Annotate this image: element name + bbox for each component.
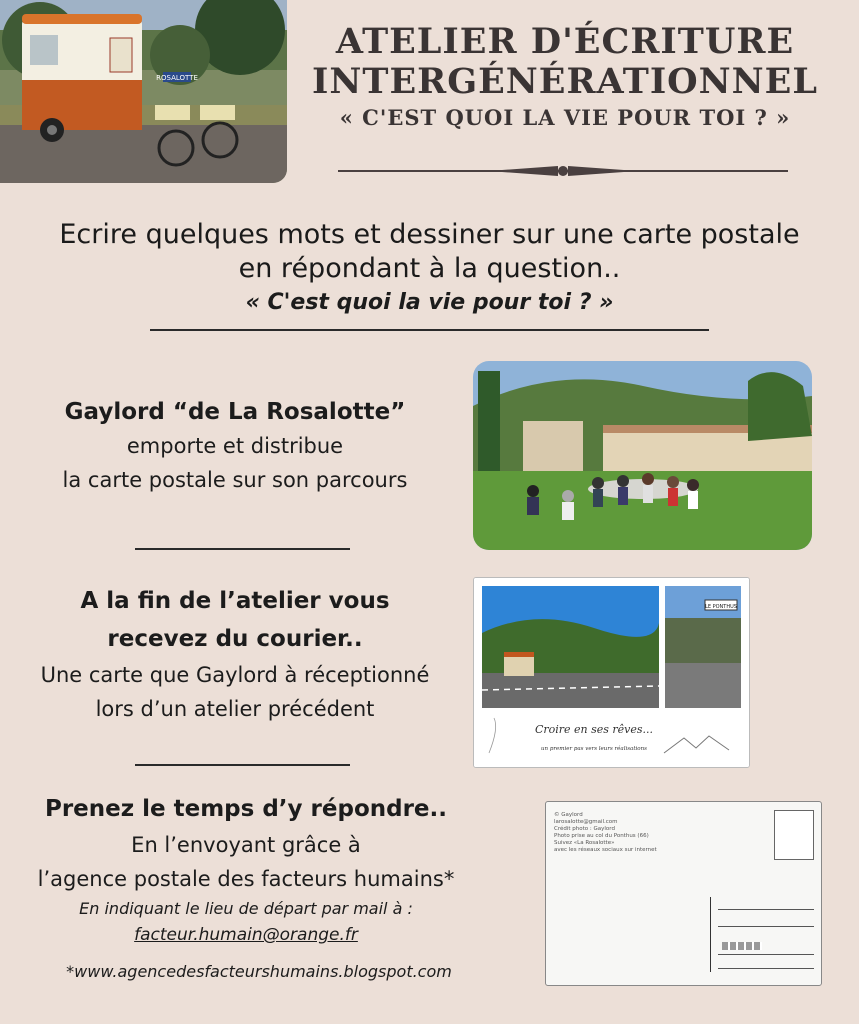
- intro-line2: en répondant à la question..: [238, 253, 621, 284]
- page-subtitle: « C'EST QUOI LA VIE POUR TOI ? »: [339, 105, 791, 130]
- pc-line: larosalotte@gmail.com: [554, 819, 618, 825]
- page-title-line1: ATELIER D'ÉCRITURE: [335, 21, 795, 62]
- intro-question: « C'est quoi la vie pour toi ? »: [245, 290, 614, 315]
- section3-title: Prenez le temps d’y répondre..: [44, 796, 448, 822]
- section2-title-line1: A la fin de l’atelier vous: [80, 588, 390, 614]
- section-gaylord: [0, 395, 470, 497]
- section3-line2: l’agence postale des facteurs humains*: [37, 867, 455, 891]
- section1-line1: emporte et distribue: [126, 434, 344, 458]
- title-block: [305, 22, 825, 132]
- svg-text:Croire en ses rêves...: Croire en ses rêves...: [534, 723, 654, 736]
- svg-text:ROSALOTTE: ROSALOTTE: [156, 74, 198, 82]
- section1-line2: la carte postale sur son parcours: [62, 468, 408, 492]
- email-link[interactable]: facteur.humain@orange.fr: [134, 925, 358, 945]
- postcard-divider: [710, 897, 711, 972]
- address-line: [718, 926, 814, 927]
- address-line: [718, 968, 814, 969]
- section2-line2: lors d’un atelier précédent: [95, 697, 375, 721]
- address-line: [718, 954, 814, 955]
- section2-line1: Une carte que Gaylord à réceptionné: [40, 663, 430, 687]
- header-photo-rosalotte: [0, 0, 287, 183]
- page-title-line2: INTERGÉNÉRATIONNEL: [312, 61, 818, 102]
- pc-line: © Gaylord: [554, 812, 583, 818]
- section1-title: Gaylord “de La Rosalotte”: [64, 399, 406, 425]
- section2-title-line2: recevez du courier..: [107, 626, 363, 652]
- received-postcard: [473, 577, 750, 768]
- workshop-photo: [473, 361, 812, 550]
- section-reply: [0, 790, 492, 948]
- intro-block: [0, 218, 859, 318]
- postcode-boxes: [722, 942, 762, 950]
- postcard-back-text: [554, 812, 657, 854]
- intro-divider: [150, 329, 709, 331]
- postcard-back: [545, 801, 822, 986]
- website-link[interactable]: *www.agencedesfacteurshumains.blogspot.com: [66, 962, 452, 981]
- pc-line: Suivez «La Rosalotte»: [554, 840, 615, 846]
- pc-line: Photo prise au col du Ponthus (66): [554, 833, 649, 839]
- svg-text:LE PONTHUS: LE PONTHUS: [705, 604, 737, 610]
- section1-divider: [135, 548, 350, 550]
- section-courier: [0, 582, 470, 726]
- pc-line: Crédit photo : Gaylord: [554, 826, 615, 832]
- address-line: [718, 909, 814, 910]
- intro-line1: Ecrire quelques mots et dessiner sur une carte postale: [59, 219, 800, 250]
- pc-line: avec les réseaux sociaux sur internet: [554, 847, 657, 853]
- ornament-divider: [338, 163, 788, 179]
- svg-text:un premier pas vers leurs réal: un premier pas vers leurs réalisations: [541, 746, 647, 752]
- section3-note: En indiquant le lieu de départ par mail à :: [79, 899, 413, 918]
- stamp-box: [774, 810, 814, 860]
- section2-divider: [135, 764, 350, 766]
- section3-line1: En l’envoyant grâce à: [131, 833, 361, 857]
